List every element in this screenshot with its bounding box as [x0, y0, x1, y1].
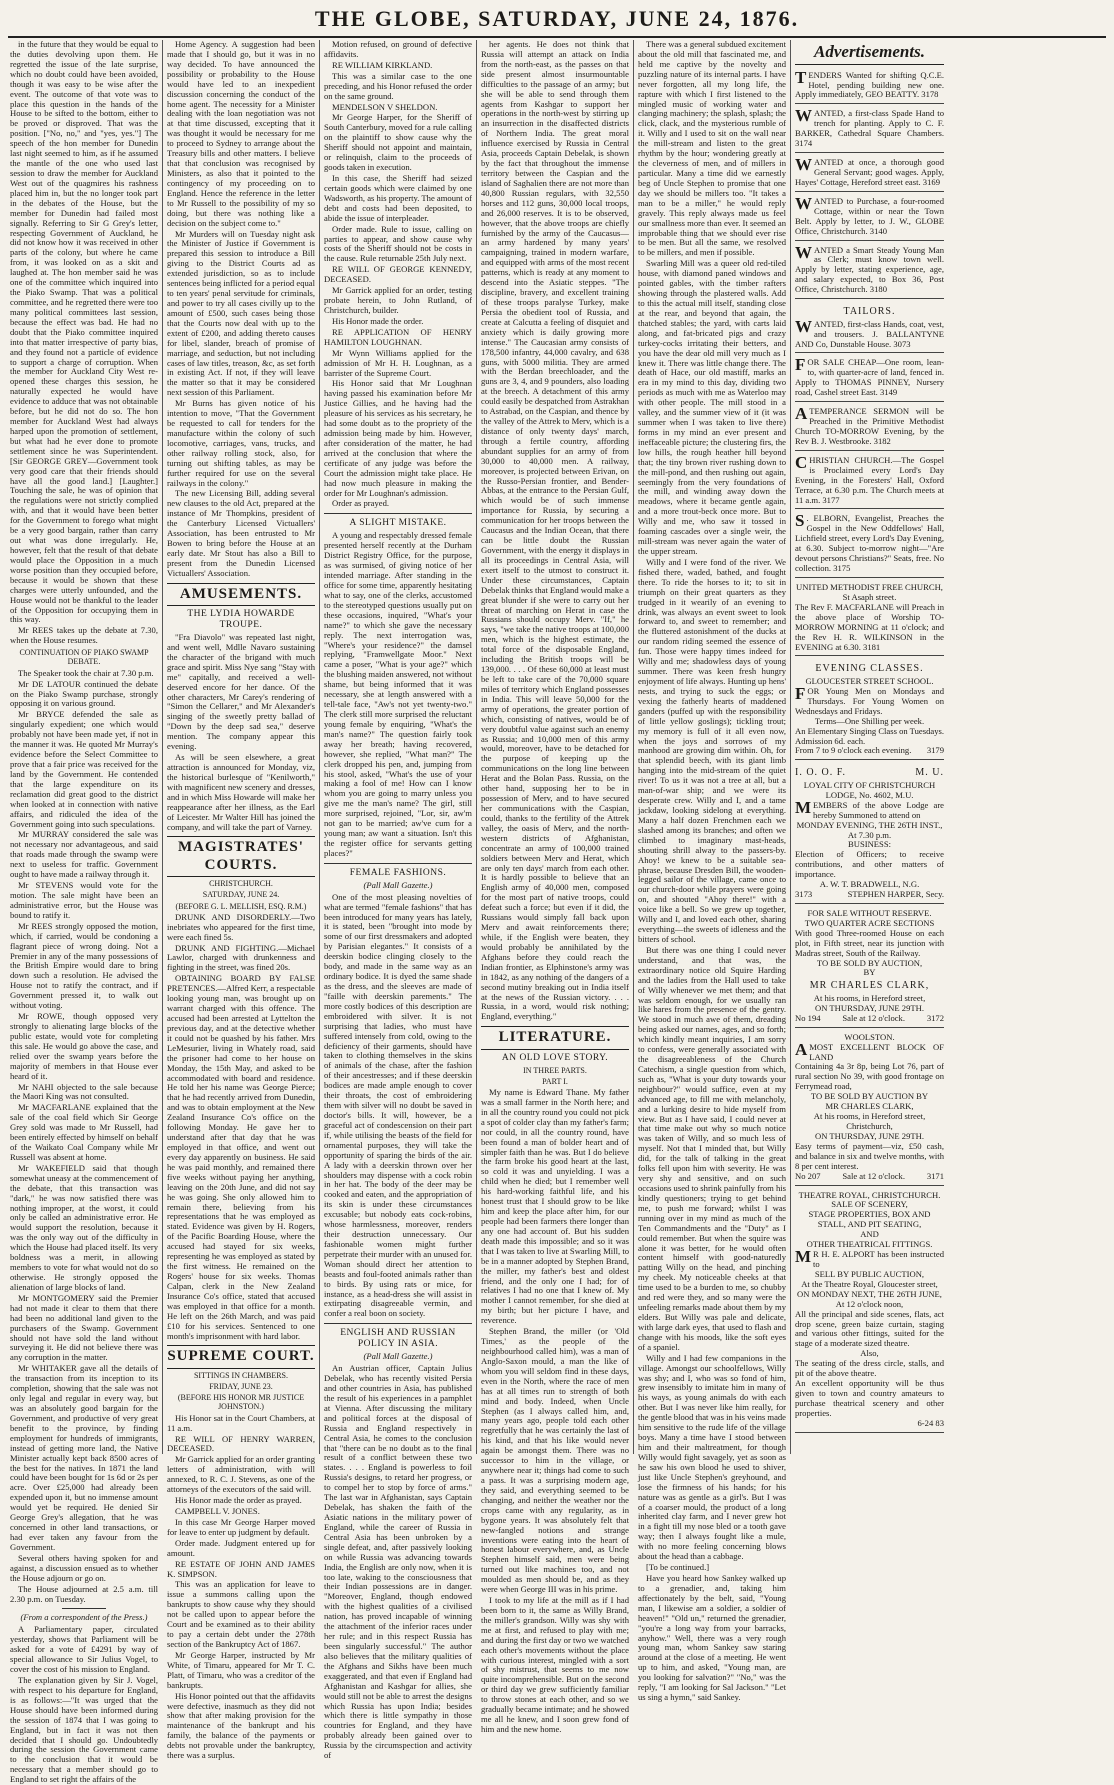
- ad-title: TAILORS.: [843, 306, 896, 318]
- paragraph: Mr WHITAKER gave all the details of the transaction from its inception to its completion, showing that the sale was not only legal and regular in every way, but was an absolutely good bargain for the Government, and productive of very great benefit to the province, by finding employment for hundreds of immigrants, instead of getting more land, the Native Minister actually kept back 8500 acres of the best for the natives. In 1871 the land could have been bought for 1s 6d or 2s per acre. Over £25,000 had already been expended upon it, but no immense amount would yet be required. He denied Sir George Grey's allegation, that he was concerned in other land transactions, or had ever taken any favour from the Government.: [10, 1363, 158, 1552]
- ad-singing: An Elementary Singing Class on Tuesdays. Admission 6d. each.: [795, 725, 944, 746]
- paragraph: Swarling Mill was a queer old red-tiled house, with diamond paned windows and pointed gables, with the timber rafters showing through the plastered walls. Add to this the actual mill itself, standing close at the rear, and beyond that again, the thatched stables; the yard, with carts laid along, and fat-bricated pigs and crazy turkey-cocks irritating their betters, and you have the dear old mill very much as I knew it. There was little change there. The death of Hace, our old mastiff, marks an era in my mind to this day, dividing two periods as much with me as Waterloo may with other people. The mill stood in a valley, and the summer view of it (it was summer when I was taken to live there) forms in my mind an ever present and ineffaceable picture; the clustering firs, the low hills, the rough heather hill beyond that; the tiny brown river rushing down to the mill-pond, and then rushing out again, seemingly from the very foundations of the mill, and winding away down the meadows, where it became gentle again, and a more trout-beck once more. But to Willy and me, who saw it tossed in foaming cascades over a single weir, the mill-stream was never again the water of the upper stream.: [638, 258, 786, 557]
- paragraph: "Fra Diavolo" was repeated last night, and went well, Mdlle Navaro sustaining the character of the brigand with much grace and spirit. Miss Nye sang "Stay with me" capitally, and received a well-deserved encore for her dance. Of the other characters, Mr Carey's rendering of "Simon the Cellarer," and Mr Alexander's singing of the sweetly pretty ballad of "Down by the deep sad sea," deserve mention. The company appear this evening.: [167, 632, 315, 752]
- paragraph: His Honor pointed out that the affidavits were defective, inasmuch as they did not show that after making provision for the maintenance of the bankrupt and his family, the balance of the payments or debts not provable under the bankruptcy, there was a surplus.: [167, 1690, 315, 1761]
- col3b-body: [324, 531, 472, 858]
- ad-line: SALE OF SCENERY,: [831, 1199, 908, 1210]
- ad-text: ANTED, first-class Hands, coat, vest, and trousers. J. BALLANTYNE AND Co, Dunstable House.: [795, 318, 944, 349]
- ad-place: At his rooms, in Hereford street,: [813, 992, 926, 1003]
- drop-letter: F: [795, 683, 806, 703]
- column-5: [634, 39, 791, 1703]
- ad-title: FOR SALE WITHOUT RESERVE.: [807, 907, 932, 918]
- ad-title: UNITED METHODIST FREE CHURCH,: [796, 581, 943, 592]
- paragraph: Mr George Harper, instructed by Mr White, of Timaru, appeared for Mr T. C. Platt, of Timaru, who was a creditor of the bankrupts.: [167, 1649, 315, 1690]
- column-6-advertisements: [791, 40, 948, 1454]
- ad-business: Election of Officers; to receive contributions, and other matters of importance.: [795, 849, 944, 880]
- ad-terms: Easy terms of payment—viz, £50 cash, and balance in six and twelve months, with 8 per cent interest.: [795, 1140, 944, 1171]
- paragraph: Mr BRYCE defended the sale as singularly expedient; one which would probably not have been made yet, if not in the manner it was. He quoted Mr Murray's evidence before the Select Committee to prove that a fair price was received for the land by the Government. He contended that the large expenditure on its reclamation did great good to the district when looked at in connection with native affairs, and ridiculed the idea of the Government going into such speculations.: [10, 709, 158, 829]
- paragraph: There was a general subdued excitement about the old mill that fascinated me, and held me captive by the novelty and puzzling nature of its internal parts. I have never forgotten, all my long life, the rapture with which I first listened to the mingled music of working water and clanging machinery; the splash, splash; the click, clack, and the mysterious rumble of it. Willy and I used to sit on the wall near the mill-stream and listen to the great rhythm by the hour; wondering greatly at the cleverness of men, and of millers in particular. Many a time did we earnestly beg of Uncle Stephen to promise that one day we should be millers too. "It takes a man to be a miller," he would reply gravely. This reply always made us feel our smallness more than ever. It seemed an improbable thing that we should ever rise to be men. But all the same, we resolved to be millers, and men if possible.: [638, 39, 786, 258]
- literature-parts: IN THREE PARTS.: [523, 1065, 587, 1075]
- paragraph: her agents. He does not think that Russia will attempt an attack on India from the north-east, as the passes on that side present almost insurmountable difficulties to the passage of an army; but she will be able to send through them agents from Kashgar to support her operations in the north-west by stirring up an insurrection in the disaffected districts of Northern India. The great moral influence exercised by Russia in Central Asia, proceeds Captain Debelak, is shown by the fact that throughout the immense territory between the Caspian and the island of Saghalien there are not more than 40,800 Russian regulars, with 32,550 horses and 112 guns, 30,000 local troops, and 26,000 reserves. It is to be observed, however, that the above troops are chiefly furnished by the army of the Caucasus—an army hardened by many years' campaigning, trained in modern warfare, and equipped with arms of the most recent patterns, which is ready at any moment to descend into the Asiatic steppes. "The discipline, bravery, and excellent training of these troops paralyse Turkey, make Persia the obedient tool of Russia, and create at Calcutta a feeling of disquiet and anxiety which is daily growing more intense." The Caucasian army consists of 178,500 infantry, 44,000 cavalry, and 638 guns, with 5000 militia. They are armed with the Berdan breechloader, and the guns are 3, 4, and 9 pounders, also loading at the breech. A detachment of this army could easily be despatched from Astrakhan to Astrabad, on the Caspian, and thence by the valley of the Attrek to Merv, which is a distance of only twenty days' march, through a fertile country, affording abundant supplies for an army of from 30,000 to 40,000 men. A railway, moreover, is projected between Erivan, on the Russo-Persian frontier, and Bender-Abbas, at the entrance to the Persian Gulf, which would be of such immense importance for Russia, by securing a communication for her troops between the Caucasus and the Indian Ocean, that there can be little doubt the Russian Government, with the energy it displays in all its proceedings in Central Asia, will exert itself to the utmost to construct it. Under these circumstances, Captain Debelak thinks that England would make a great blunder if she were to carry out her threat of marching on Herat in case the Russians should occupy Merv. "If," he says, "we take the native troops at 100,000 men, which is the highest estimate, the total force of the disposable England, including the British troops will be 139,000. . . . Of these 60,000 at least must be left to take care of the 70,000 square miles of territory which England possesses in India. This will leave 50,000 for the army of operations, the greater portion of which, consisting of natives, would be of very doubtful value against such an enemy as Russia; and 10,000 men of this army would, moreover, have to be detached for the purpose of keeping up the communications on the long line between Herat and the Bolan Pass. Russia, on the other hand, supposing her to be in possession of Merv, and to have secured her communications with the Caspian, could, thanks to the fertility of the Attrek valley, the oasis of Merv, and the north-western districts of Afghanistan, concentrate an army of 100,000 trained soldiers between Merv and Herat, which are only ten days' march from each other. It is hardly possible to believe that an English army of 40,000 men, composed for the most part of native troops, could defeat such a force; but even if it did, the Russians would simply fall back upon Merv and await reinforcements there; while, if the English were beaten, they would probably be annihilated by the Afghans before they could reach the Indian frontier, as Elphinstone's army was in 1842, as any nothing of the dangers of a second mutiny breaking out in India itself at the news of the Russian victory. . . . Russia, in a word, would risk nothing; England, everything.": [481, 39, 629, 1022]
- magistrates-heading: MAGISTRATES' COURTS.: [167, 836, 315, 877]
- ad-desc3: An excellent opportunity will be thus given to town and country amateurs to purchase theatrical scenery and other properties.: [795, 1378, 944, 1418]
- paragraph: His Honor made the order as prayed.: [175, 1495, 302, 1506]
- paragraph: Willy and I were fond of the river. We fished there, waded, bathed, and fought there. To ride the horses to it; to sit in triumph on their great quarters as they trudged in it wearily of an evening to drink, was always an event sweet to look forward to, and sweet to remember; and the fluttered astonishment of the ducks at our random riding seemed the essence of fun. Those were happy times indeed for Willy and me; shadowless days of young summer. There was keen fresh hungry enjoyment of life always. Hunting up hens' nests, and trying to suck the eggs; or vexing the fatherly hearts of maddened ganders (puffed up with the responsibility of little yellow goslings); tickling trout; my memory is full of it all even now, when the joys and sorrows of my manhood are growing dim within. Oh, for that splendid beech, with its giant limb hanging into the mid-stream of the quiet river! To us it was not a tree at all, but a man-of-war ship; and we were its desperate crew. Willy and I, and a tame jackdaw, looking sidelong at everything. Many a half dozen Frenchmen each we slashed among its branches; and often we climbed to imaginary mast-heads, shouting shrill alway to the passers-by. Ahoy! we knew to be a suitable sea-phrase, because Dresden Bill, the wooden-legged sailor of the village, came once to our church-door while prayers were going on, and shouted "Ahoy there!" with a voice like a bell. So we grew up together, Willy and I, and loved each other, sharing everything—the sweets of idleness and the bitters of school.: [638, 556, 786, 944]
- paragraph: Mr DE LATOUR continued the debate on the Piako Swamp purchase, strongly opposing it on various ground.: [10, 678, 158, 709]
- ad-text: ANTED at once, a thorough good General Servant; good wages. Apply, Hayes' Cottage, Hereford street east.: [795, 157, 944, 187]
- divider: [62, 1608, 106, 1609]
- ad-place: At his rooms, in Hereford street, Christchurch,: [813, 1111, 926, 1132]
- literature-part: PART I.: [542, 1076, 568, 1086]
- drop-letter: W: [795, 316, 812, 336]
- magistrates-place: CHRISTCHURCH.: [209, 879, 273, 889]
- magistrates-bench: (BEFORE G. L. MELLISH, ESQ. R.M.): [175, 901, 307, 911]
- paragraph: RE APPLICATION OF HENRY HAMILTON LOUGHNAN.: [324, 326, 472, 347]
- masthead-title: THE GLOBE, SATURDAY, JUNE 24, 1876.: [314, 6, 800, 31]
- ad-ref: 3178: [921, 89, 939, 100]
- paragraph: This was a similar case to the one preceding, and his Honor refused the order on the same ground.: [324, 70, 472, 101]
- paragraph: Mr George Harper, for the Sheriff of South Canterbury, moved for a rule calling on the plaintiff to show cause why the Sheriff should not appoint and maintain, or relinquish, claim to the proceeds of goods taken in execution.: [324, 112, 472, 173]
- paragraph: As will be seen elsewhere, a great attraction is announced for Monday, viz, the historical burlesque of "Kenilworth," with magnificent new scenery and dresses, and in which Miss Howarde will make her reappearance after her illness, as the Earl of Leicester. Mr Walter Hill has joined the company, and will take the part of Varney.: [167, 752, 315, 832]
- ad-ref: 3171: [926, 1170, 944, 1181]
- amusements-subheading: THE LYDIA HOWARDE TROUPE.: [187, 609, 295, 631]
- ad-terms: Terms—One Shilling per week.: [814, 715, 925, 726]
- paragraph: I took to my life at the mill as if I had been born to it, the same as Willy Brand, the miller's grandson. Willy was shy with me at first, and refused to play with me; and during the first day or two we watched each other's movements without the place with curious interest, mingled with a sort of shy mistrust, that seems to me now quite incomprehensible. But on the second or third day we grew sufficiently familiar to throw stones at each other, and so we gradually became intimate; and he showed me all he knew, and I soon grew fond of him and the new home.: [481, 1595, 629, 1735]
- paragraph: DRUNK AND FIGHTING.—Michael Lawlor, charged with drunkenness and fighting in the street, was fined 20s.: [167, 942, 315, 973]
- paragraph: Mr Burns has given notice of his intention to move, "That the Government be requested to call for tenders for the manufacture within the colony of such locomotive, carriages, vans, trucks, and other railway rolling stock, also, for turning out shifting tables, as may be further required for use on the several railways in the colony.": [167, 398, 315, 488]
- advertisements-heading: Advertisements.: [795, 42, 944, 65]
- ad-subtitle: St Asaph street.: [842, 591, 897, 602]
- ad-servant: [795, 156, 944, 192]
- ad-title: THEATRE ROYAL, CHRISTCHURCH.: [798, 1189, 941, 1200]
- ad-ref: 3149: [879, 387, 898, 398]
- masthead-rule: [8, 36, 1106, 38]
- ad-signature-sec: STEPHEN HARPER, Secy.: [847, 889, 944, 900]
- drop-letter: W: [795, 155, 812, 175]
- divider: [324, 1323, 472, 1324]
- literature-heading: LITERATURE.: [481, 1026, 629, 1049]
- ad-ref: 3180: [869, 284, 887, 295]
- paragraph: MENDELSON V SHELDON.: [332, 101, 438, 112]
- ad-text: HRISTIAN CHURCH.—The Gospel is Proclaimed every Lord's Day Evening, in the Foresters' Hall, Oxford Terrace, at 6.30 p.m. The Church meets at 11 a.m.: [795, 454, 944, 505]
- col1c-body: [10, 1625, 158, 1785]
- ad-by: BY: [863, 967, 876, 978]
- paragraph: RE WILLIAM KIRKLAND.: [332, 59, 433, 70]
- paragraph: Mr ROWE, though opposed very strongly to alienating large blocks of the public estate, would vote for completing this sale. He would go above the case, and relied over the swamp years before the majority of members in that House ever heard of it.: [10, 1011, 158, 1081]
- ad-ref: 3140: [869, 225, 887, 236]
- ad-methodist: [795, 581, 944, 656]
- paragraph: Stephen Brand, the miller (or 'Old Times,' as the people of the neighbourhood called him), was a man of Anglo-Saxon mould, a man the like of whom you will seldom find in these days, even in the North, where the race of men has at all times run to strength of both mind and body. Indeed, when Uncle Stephen (as I always called him, and, many years ago, people told each other regretfully that he was certainly the last of his kind, and that his like would never again be amongst them. There was no successor to him in the village, or anywhere near it; things had come to such a pass. It was a surprising modern age, they said, and everything seemed to be changing, and neither the weather nor the crops came with any regularity, as in bygone years. It was absolutely felt that new-fangled notions and strange inventions were eating into the heart of honest labour everywhere, and, as Uncle Stephen himself said, men were being turned out like machines too, and not moulded as men should be, and as they were when George III was in his prime.: [481, 1326, 629, 1595]
- ad-lodge-no: LODGE, No. 4602, M.U.: [825, 789, 914, 800]
- col3d-body: [324, 1364, 472, 1761]
- col5-body: [638, 40, 786, 1703]
- ad-temperance: [795, 405, 944, 451]
- paragraph: in the future that they would be equal to the duties devolving upon them. He regretted the issue of the late surprise, which no doubt could have been avoided, though it was easy to be wise after the event. The outcome of that vote was to place this question in the hands of the House to be sifted to the bottom, either to be proved or disproved. That was the position. ["No, no," and "yes, yes."] The speech of the hon member for Dunedin last night seemed to him, as if he assumed the mantle of the one who used last session to draw the member for Auckland West out of the quagmires his rashness placed him in, but the no longer took part in the debates of the House, but the member for Dunedin had failed most signally. Referring to Sir G Grey's letter, respecting Government of Auckland, he did not know how it was received in other parts of the colony, but where he came from, it was looked on as a skit and laughed at. The hon member said he was one of the committee which inquired into the Piako Swamp. That was a political committee, and he regretted there were too many political committees last session, because the effect was bad. He had no doubt that the Piako committee inquired into that matter irrespective of party bias, and they found not a particle of evidence to support a charge of corruption. When the member for Auckland City West re-opened these charges this session, he naturally expected he would have evidence to adduce that was not obtainable before, but he did not do so. The hon member for Auckland West had always harped upon the promotion of settlement, but what had he ever done to promote settlement since he was Superintendent. [Sir GEORGE GREY—Government took very good care that their friends should have all the good land.] [Laughter.] Touching the sale, he was of opinion that the regulations were not strictly complied with, and that it would have been better for the Government to forego what might be a very good bargain, rather than carry out what was done irregularly. He, however, felt that the result of that debate would place the Opposition in a much worse position than they occupied before, because it would be shown that these charges were utterly unfounded, and the House would not be thankful to the leader of the Opposition for occupying them in this way.: [10, 39, 158, 625]
- drop-letter: C: [795, 452, 808, 472]
- paragraph: Mr Wynn Williams applied for the admission of Mr H. H. Loughnan, as a barrister of the Supreme Court.: [324, 347, 472, 378]
- ad-title-right: M. U.: [915, 767, 944, 779]
- ad-text: EMBERS of the above Lodge are hereby Summoned to attend on: [813, 799, 944, 820]
- columns: [6, 39, 1108, 1785]
- column-3: [320, 39, 477, 1761]
- paragraph: An Austrian officer, Captain Julius Debelak, who has recently visited Persia and other countries in Asia, has published the result of his experiences in a pamphlet at Vienna. After discussing the military and political forces at the disposal of Russia and England respectively in Central Asia, he comes to the conclusion that "there can be no doubt as to the final result of a conflict between these two states. . . . England is powerless to foil Russia's designs, to retard her progress, or to compel her to stop by force of arms." The last war in Afghanistan, says Captain Debelak, has shaken the faith of the Asiatic nations in the military power of England, while the career of Russia in Central Asia has been unbroken by a single defeat, and, after passively looking on while Russia was advancing towards India, the English are only now, when it is too late, waking to the consciousness that their Indian possessions are in danger. "Moreover, England, though endowed with the highest qualities of a civilised nation, has proved incapable of winning the attachment of the inferior races under her rule; and in this respect Russia has been singularly successful." The author also believes that the military qualities of the Afghans and Sikhs have been much exaggerated, and that even if England had Afghanistan and Kashgar for allies, she would still not be able to arrest the designs which Russia has upon India; besides which there is little sympathy in those countries for England, and they have probably already been gained over to Russia by the circumspection and activity of: [324, 1363, 472, 1761]
- paragraph: Mr REES strongly opposed the motion, which, if carried, would be condoning a flagrant piece of wrong doing. Not a Premier in any of the many possessions of the British Empire would dare to bring down such a resolution. He advised the House not to ratify the contract, and if Government pressed it, to walk out without voting.: [10, 920, 158, 1011]
- ad-hours: From 7 to 9 o'clock each evening.: [795, 745, 912, 756]
- paragraph: Order made. Rule to issue, calling on parties to appear, and show cause why costs of the Sheriff should not be costs in the cause. Rule returnable 25th July next.: [324, 223, 472, 264]
- ad-desc: Containing 4a 3r 8p, being Lot 76, part of rural section No 39, with good frontage on Ferrymead road,: [795, 1061, 944, 1092]
- ad-christian-church: [795, 454, 944, 510]
- paragraph: Mr NAHI objected to the sale because the Maori King was not consulted.: [10, 1081, 158, 1102]
- ad-cottage: [795, 195, 944, 241]
- paragraph: Motion refused, on ground of defective affidavits.: [324, 39, 472, 59]
- drop-letter: W: [795, 193, 812, 213]
- ad-auctioneer: MR CHARLES CLARK,: [825, 1101, 914, 1112]
- fashions-source: (Pall Mall Gazette.): [363, 879, 433, 890]
- col4-body: [481, 40, 629, 1022]
- ad-sold: TO BE SOLD BY AUCTION BY: [810, 1091, 929, 1102]
- paragraph: The Speaker took the chair at 7.30 p.m.: [18, 667, 154, 678]
- ad-text: MOST EXCELLENT BLOCK OF LAND: [809, 1041, 944, 1062]
- ad-title: WOOLSTON.: [844, 1031, 895, 1042]
- ad-ref: 3179: [926, 745, 944, 756]
- paragraph: Home Agency. A suggestion had been made that I should go, but it was in no way decided. To have announced the possibility or probability to the House would have led to an inexpedient discussion concerning the conduct of the home agent. The necessity for a Minister dealing with the loan negotiation was not at that time discussed, excepting that it was thought it would be necessary for me to proceed to Sydney to arrange about the Treasury bills and other matters. I believe that that conclusion was recognised by Ministers, as also that it pointed to the contingency of my proceeding on to England. Hence the reference in the letter to Mr Russell to the possibility of my so doing, but there was nothing like a decision on the subject come to.": [167, 39, 315, 228]
- literature-story: AN OLD LOVE STORY.: [501, 1052, 609, 1063]
- paragraph: Mr STEVENS would vote for the motion. The sale might have been an administrative error, but the House was bound to ratify it.: [10, 880, 158, 920]
- ad-desc2: The seating of the dress circle, stalls, and pit of the above theatre.: [795, 1358, 944, 1379]
- ad-when: ON MONDAY NEXT, THE 26TH JUNE,: [797, 1288, 942, 1299]
- ad-sell: SELL BY PUBLIC AUCTION,: [814, 1268, 925, 1279]
- column-4: [477, 39, 634, 1735]
- ad-text: ANTED, a first-class Spade Hand to trench for planting. Apply to C. F. BARKER, Cathedral Square Chambers.: [795, 108, 944, 139]
- ad-no: No 194: [795, 1012, 821, 1023]
- col2-body: [167, 40, 315, 579]
- paragraph: Have you heard how Sankey walked up to a grenadier, and, taking him affectionately by the belt, said, "Young man, I likewise am a soldier, a soldier of heaven!" "Old un," returned the grenadier, "you're a long way from your barracks, anyhow." Well, there was a very rough young man, whom Sankey saw staring around at the close of a meeting. He went up to him, and asked, "Young man, are you looking for salvation?" "No," was the reply, "I am looking for Sal Jackson." "Let us sing a hymn," said Sankey.: [638, 1572, 786, 1703]
- drop-letter: M: [795, 797, 812, 817]
- col2d-body: [167, 1414, 315, 1761]
- ad-ref: 3172: [926, 1012, 944, 1023]
- column-2: [163, 39, 320, 1761]
- ad-subtitle: TWO QUARTER ACRE SECTIONS: [804, 917, 935, 928]
- paragraph: OBTAINING BOARD BY FALSE PRETENCES.—Alfred Kerr, a respectable looking young man, was brought up on warrant charged with this offence. The accused had been arrested at Lyttelton the previous day, and at the detective whether it could not be quashed by his father. Mrs LeMesurier, living in Whately road, said the prisoner had come to her house on Monday, the 15th May, and asked to be accommodated with board and residence. He told her his name was George Pierce; that he had recently arrived from Dunedin, and was to obtain employment at the New Zealand Insurance Co's office on the following Monday. He gave her to understand after that day that he was employed in that office, and went out every day apparently on business. He said he was paid monthly, and remained there five weeks without paying her anything, leaving on the 20th June, and did not say he was going. She only allowed him to remain there, believing from his representations that he was employed as stated. Evidence was given by H. Rogers, of the Pacific Boarding House, where the accused had stayed for six weeks, representing he was employed as stated by the first witness. He remained on the Rogers' house for six weeks. Thomas Calpan, clerk in the New Zealand Insurance Co's office, stated that accused was employed in that office for a month. He left on the 26th March, and was paid £10 for his services. Sentenced to one month's imprisonment with hard labor.: [167, 973, 315, 1341]
- fashions-heading: FEMALE FASHIONS.: [349, 867, 447, 878]
- ad-place: At the Theatre Royal, Gloucester street,: [801, 1278, 938, 1289]
- paragraph: Mr Garrick applied for an order, testing probate herein, to John Rutland, of Christchurch, builder.: [324, 285, 472, 315]
- ad-title: I. O. O. F.: [795, 767, 847, 779]
- col3c-body: [324, 893, 472, 1320]
- paragraph: RE WILL OF HENRY WARREN, DECEASED.: [167, 1433, 315, 1454]
- ad-elborn: [795, 512, 944, 578]
- ad-ref: 3073: [893, 338, 911, 349]
- column-1: [6, 39, 163, 1785]
- ad-sold: TO BE SOLD BY AUCTION,: [816, 957, 923, 968]
- col4b-body: [481, 1088, 629, 1735]
- drop-letter: A: [795, 404, 808, 424]
- paragraph: CAMPBELL V. JONES.: [175, 1505, 260, 1516]
- ad-when: MONDAY EVENING, THE 26TH INST., At 7.30 p.m.: [796, 819, 943, 840]
- ad-signature: A. W. T. BRADWELL, N.G.: [819, 879, 920, 890]
- paragraph: [To be continued.]: [646, 1562, 710, 1573]
- ad-woolston: [795, 1031, 944, 1186]
- ad-evening-classes: [795, 659, 944, 760]
- paragraph: Mr MONTGOMERY said the Premier had not made it clear to them that there had been no additional land given to the purchasers of the Swamp. Government should not have sold the land without surveying it. He did not believe there was any corruption in the matter.: [10, 1292, 158, 1363]
- paragraph: This was an application for leave to issue a summons calling upon the bankrupts to show cause why they should not be called upon to appear before the Court and be examined as to their ability to pay a certain debt under the 278th section of the Bankruptcy Act of 1867.: [167, 1579, 315, 1649]
- ad-tailors: [795, 302, 944, 353]
- supreme-heading: SUPREME COURT.: [167, 1345, 315, 1368]
- ad-text: The Rev F. MACFARLANE will Preach in the above place of Worship TO-MORROW MORNING at 11 o'clock; and the Rev H. R. WILKINSON in the EVENING at 6.30.: [795, 601, 944, 652]
- ad-text: ENDERS Wanted for shifting Q.C.E. Hotel, pending building new one. Apply immediately, GEO BEATTY.: [795, 69, 944, 100]
- ad-when: ON THURSDAY, JUNE 29TH.: [815, 1130, 924, 1141]
- paragraph: In this case Mr George Harper moved for leave to enter up judgment by default.: [167, 1516, 315, 1537]
- col1-subhead: CONTINUATION OF PIAKO SWAMP DEBATE.: [19, 648, 149, 667]
- drop-letter: W: [795, 242, 812, 262]
- ad-ref: 3175: [833, 563, 851, 574]
- ad-desc: All the principal and side scenes, flats, act drop scene, green baize curtain, staging and various other fittings, suited for the stage of a moderate sized theatre.: [795, 1308, 944, 1349]
- ad-ref: 6-24 83: [917, 1417, 944, 1428]
- ad-school: GLOUCESTER STREET SCHOOL.: [805, 675, 934, 686]
- paragraph: Order as prayed.: [332, 498, 390, 509]
- paragraph: His Honor sat in the Court Chambers, at 11 a.m.: [167, 1412, 315, 1433]
- paragraph: His Honor made the order.: [332, 315, 424, 326]
- paragraph: Mr Garrick applied for an order granting letters of administration, with will annexed, to R. C. J. Stevens, as one of the attorneys of the executors of the said will.: [167, 1454, 315, 1495]
- ad-text: ANTED to Purchase, a four-roomed Cottage, within or near the Town Belt. Apply by letter, to J. W., GLOBE Office, Christchurch.: [795, 195, 944, 236]
- ad-tenders: [795, 69, 944, 105]
- paragraph: The explanation given by Sir J. Vogel, with respect to his departure for England, is as follows:—"It was urged that the House should have been informed during the session of 1874 that I was going to England, but in fact it was not then decided that I should go. Undoubtedly during the session the Government came to the conclusion that it would be necessary that a member should go to England to set right the affairs of the: [10, 1674, 158, 1785]
- ad-theatre-royal: [795, 1189, 944, 1433]
- ad-time: At 12 o'clock noon,: [835, 1298, 904, 1309]
- ad-title: EVENING CLASSES.: [815, 663, 924, 675]
- paragraph: Willy and I had few companions in the village. Amongst our schoolfellows, Willy was shy; and I, who was so fond of him, grew insensibly to imitate him in many of his ways, as young animals do with each other. But I was never like him really, for the gentle blood that was in his veins made him sensitive to the rude life of the village boys. Many a time have I stood between him and their maltreatment, for though Willy would fight savagely, yet as soon as he saw his own blood he used to shiver, just like Uncle Stephen's greyhound, and lose the firmness of his hands; for his nature was as gentle as a girl's. But I was of a coarser mould, the product of a long inherited clay farm, and I never grew hot in a fight till my nose bled or a tooth gave way; then I always fought like a mule, with no more feeling concerning blows about the head than a cabbage.: [638, 1352, 786, 1562]
- drop-letter: M: [795, 1247, 812, 1267]
- paragraph: His Honor said that Mr Loughnan having passed his examination before Mr Justice Gillies, and he having had the pleasure of his services as his secretary, he had some doubt as to the propriety of the admission being made by him. However, after consideration of the matter, he had arrived at the conclusion that where the certificate of any judge was before the Court the admission might take place. He had now much pleasure in making the order for Mr Loughnan's admission.: [324, 378, 472, 498]
- paragraph: Mr MACFARLANE explained that the sale of the coal field which Sir George Grey sold was made to Mr Russell, had been entirely effected by himself on behalf of the Waikato Coal Company while Mr Russell was absent at home.: [10, 1102, 158, 1162]
- ad-text: . ELBORN, Evangelist, Preaches the Gospel in the New Oddfellows' Hall, Lichfield street, every Lord's Day Evening, at 6.30. Subject to-morrow night—"Are devout persons Christians?" Seats, free. No collection.: [795, 513, 944, 574]
- ad-time: Sale at 12 o'clock.: [842, 1170, 905, 1181]
- ad-line: OTHER THEATRICAL FITTINGS.: [806, 1239, 933, 1250]
- ad-ref: 3174: [795, 138, 813, 149]
- drop-letter: W: [795, 106, 812, 126]
- paragraph: A Parliamentary paper, circulated yesterday, shows that Parliament will be asked for a vote of £4291 by way of special allowance to Sir Julius Vogel, to cover the cost of his mission to England.: [10, 1624, 158, 1675]
- mistake-heading: A SLIGHT MISTAKE.: [349, 518, 447, 529]
- divider: [324, 863, 472, 864]
- ad-ref: 3181: [863, 641, 881, 652]
- supreme-date: FRIDAY, JUNE 23.: [209, 1381, 273, 1391]
- drop-letter: T: [795, 67, 807, 87]
- ad-time: Sale at 12 o'clock.: [842, 1012, 905, 1023]
- col2b-body: [167, 633, 315, 832]
- ad-lodge: LOYAL CITY OF CHRISTCHURCH: [803, 779, 936, 790]
- masthead: [8, 4, 1106, 38]
- paragraph: Order made. Judgment entered up for amount.: [167, 1537, 315, 1558]
- ad-text: OR SALE CHEAP—One room, lean-to, with quarter-acre of land, fenced in. Apply to THOMAS PINNEY, Nursery road, Cashel street East.: [795, 357, 944, 398]
- ad-line: AND: [860, 1229, 879, 1240]
- paragraph: RE WILL OF GEORGE KENNEDY, DECEASED.: [324, 264, 472, 285]
- col3-body: [324, 40, 472, 509]
- paragraph: DRUNK AND DISORDERLY.—Two inebriates who appeared for the first time, were each fined 5s.: [167, 911, 315, 942]
- ad-ref: 3182: [873, 435, 891, 446]
- supreme-bench: (BEFORE HIS HONOR MR JUSTICE JOHNSTON.): [177, 1393, 305, 1412]
- divider: [324, 513, 472, 514]
- ad-also: Also,: [860, 1348, 879, 1359]
- amusements-heading: AMUSEMENTS.: [167, 583, 315, 606]
- ad-auction-sections: [795, 907, 944, 1028]
- paragraph: Mr Murders will on Tuesday night ask the Minister of Justice if Government is prepared this session to introduce a Bill giving to the District Courts ad as extended jurisdiction, so as to include sentences being inflicted for a period equal to ten years' penal servitude for criminals, and power to try all cases civilly up to the amount of £500, such cases being those that the Courts now deal with up to the extent of £200, and adding thereto causes for libel, slander, breach of promise of marriage, and seduction, but not including cases of law titles, treason, &c, as set forth in existing Act. If not, if they will leave the matter so that it may be considered next session of this Parliament.: [167, 228, 315, 398]
- col1-body: [10, 40, 158, 646]
- supreme-sub: SITTINGS IN CHAMBERS.: [193, 1370, 288, 1380]
- ad-no: No 207: [795, 1170, 821, 1181]
- ad-text: TEMPERANCE SERMON will be Preached in the Primitive Methodist Church TO-MORROW Evening, by the Rev B. J. Westbrooke.: [795, 406, 944, 446]
- paragraph: But there was one thing I could never understand, and that was, the extraordinary notice old Squire Harding and the ladies from the Hall used to take of Willy whenever we met them; and that was seldom enough, for we usually ran like hares from the presence of the gentry. We stood in much awe of them, dreading being asked our names, ages, and so forth; which kindly meant inquiries, I am sorry to confess, were generally associated with the disagreeableness of the Church Catechism, a single question from which, such as, "What is your duty towards your neighbour?" would suffice, even at my advanced age, to fill me with melancholy, and a lurking desire to hide myself from view. But as I have said, I could never at that time make out why so much notice was taken of Willy, and so much less of myself. Not that I minded that, but Willy did, for the talk of talking in the great folks fell upon him with severity. He was very shy and sensitive, and on such occasions used to shrink painfully from his kindly questioners; trying to get behind me, to push me forward; whilst I was running over in my mind as much of the Ten Commandments and the "Duty" as I could remember. But when the squire was alone it was better, for he would often content himself with good-naturedly patting Willy on the head, and pinching my cheek. My noticeable cheeks at that time used to be a burden to me, so chubby and red were they, and so many were the unfeeling remarks made about them by my elders. But Willy was pale and delicate, with large dark eyes, that used to flash and change with his moods, like the soft eyes of a spaniel.: [638, 944, 786, 1352]
- ad-ref: 3169: [922, 176, 940, 187]
- ad-spade-hand: [795, 107, 944, 153]
- ad-line: STAGE PROPERTIES, BOX AND STALL, AND PIT SEATING,: [808, 1209, 931, 1230]
- ad-text: With good Three-roomed House on each plot, in Fifth street, near its junction with Madras street, South of the Railway.: [795, 927, 944, 958]
- paragraph: One of the most pleasing novelties of what are termed "female fashions" that has been introduced for many years has lately, it is stated, been "brought into mode by some of our first dressmakers and adopted by Parisian elegantes." It consists of a deerskin bodice clinging closely to the body, and made in the same way as an ordinary bodice. It is dyed the same shade as the dress, and the sleeves are made of "faille with deerskin parements." The more costly bodices of this description are embroidered with silver. It is not surprising that ladies, who must have suffered intensely from cold, owing to the deficiency of their garments, should have taken to clothing themselves in the skins of animals of the chase, after the fashion of their ancestresses; and if these deerskin bodices are made ample enough to cover their throats, the cost of embroidering them with silver will no doubt be saved in doctor's bills. It will, however, be a graceful act of condescension on their part if, while utilising the beasts of the field for ornamental purposes, they will take the opportunity of sparing the birds of the air. A lady with a deerskin thrown over her shoulders may dispense with a cock robin in her hat. The body of the deer may be cooked and eaten, and the appropriation of its skin is under these circumstances excusable; but nobody eats cock-robins, whose harmlessness, moreover, renders their destruction unnecessary. Our fashionable women might further perpetrate their murder with an unused for. Woman should direct her attention to beasts and foul-footed animals rather than to birds. By using rats or mice, for instance, as a head-dress she will assist in extirpating disagreeable vermin, and confer a real boon on society.: [324, 891, 472, 1319]
- paragraph: The new Licensing Bill, adding several new clauses to the old Act, prepared at the instance of Mr Thompkins, president of the Canterbury Licensed Victuallers' Association, has been entrusted to Mr Bowen to bring before the House at an early date. Mr Stout has also a Bill to present from the Dunedin Licensed Victuallers' Association.: [167, 488, 315, 578]
- paragraph: Several others having spoken for and against, a discussion ensued as to whether the House adjourn or go on.: [10, 1552, 158, 1583]
- paragraph: RE ESTATE OF JOHN AND JAMES K. SIMPSON.: [167, 1558, 315, 1579]
- ad-text: ANTED a Smart Steady Young Man as Clerk; must know town well. Apply by letter, stating experience, age, and salary expected, to Box 36, Post Office, Christchurch.: [795, 244, 944, 295]
- paragraph: A young and respectably dressed female presented herself recently at the Durham District Registry Office, for the purpose, as was surmised, of giving notice of her intended marriage. After standing in the office for some time, apparently hesitating what to say, one of the clerks, accustomed to the stereotyped questions usually put on these occasions, inquired, "What's your name?" to which she gave the necessary reply. The next interrogation was, "Where's your residence?" the damsel replying, "Framwellgate Moor." Next came a poser, "What is your age?" which the blushing maiden answered, not without shame, but being informed that it was necessary, she at length answered with a tell-tale face, "Aw's not yet twenty-two." The clerk still more surprised the reluctant young female by enquiring, "What's the man's name?" The question fairly took away her breath; having recovered, however, she replied, "What man?" The clerk dropped his pen, and, jumping from his stool, asked, "What's the use of your making a fool of me! How can I know whom you are going to marry unless you give me the man's name? The girl, still more surprised, rejoined, "Lor, sir, aw'm not gan to be married; aw've cum for a young man; aw want a situation. Isn't this the register office for servants getting places?": [324, 530, 472, 858]
- ad-text: R H. E. ALPORT has been instructed to: [813, 1249, 944, 1269]
- policy-heading: ENGLISH AND RUSSIAN POLICY IN ASIA.: [340, 1328, 456, 1350]
- paragraph: Mr WAKEFIELD said that though somewhat uneasy at the commencement of the debate, that this transaction was "dark," he was now satisfied there was nothing improper, at the worst, it could only be called an administrative error. He would support the resolution, because it was the only way out of the difficulty in which the House had placed itself. Its very boldness was a merit, in allowing members to vote for what would not do so otherwise. He strongly opposed the alienation of large blocks of land.: [10, 1162, 158, 1292]
- drop-letter: S: [795, 511, 805, 531]
- col1b-body: [10, 669, 158, 1605]
- ad-ref: 3173: [795, 889, 813, 900]
- paragraph: My name is Edward Thane. My father was a small farmer in the North here; and in all the country round you could not pick a spot of colder clay than my father's farm; nor could, in all the country round, have been found a man of bolder heart and of simpler faith than he was. But I do believe the farm broke his good heart at the last, so cold it was and unyielding. I was a child when he died; but I remember well his hard-working faithful life, and his honest trust that I should grow to be like him and keep the place after him, for our people had been farmers there longer than any one had account of. But his sudden death made this impossible; and so it was that I was taken to live at Swarling Mill, to be in a manner adopted by Stephen Brand, the miller, my father's best and oldest friend, and the only one I had; for of relatives I had no one that I knew of. My mother I cannot remember, for she died at my birth; but her picture I have, and reverence.: [481, 1087, 629, 1326]
- policy-source: (Pall Mall Gazette.): [363, 1351, 433, 1362]
- ad-text: OR Young Men on Mondays and Thursdays. For Young Women on Wednesdays and Fridays.: [795, 685, 944, 716]
- drop-letter: F: [795, 355, 806, 375]
- ad-clerk: [795, 244, 944, 300]
- paragraph: The House adjourned at 2.5 a.m. till 2.30 p.m. on Tuesday.: [10, 1583, 158, 1604]
- paragraph: In this case, the Sheriff had seized certain goods which were claimed by one Wadsworth, as his property. The amount of debt and costs had been deposited, to abide the issue of interpleader.: [324, 172, 472, 223]
- magistrates-date: SATURDAY, JUNE 24.: [202, 890, 280, 900]
- ad-when: ON THURSDAY, JUNE 29TH.: [815, 1002, 924, 1013]
- col2c-body: [167, 913, 315, 1342]
- drop-letter: A: [795, 1039, 808, 1059]
- ad-auctioneer: MR CHARLES CLARK,: [809, 980, 930, 992]
- col1-source: (From a correspondent of the Press.): [20, 1612, 148, 1623]
- ad-sale-cheap: [795, 356, 944, 402]
- paragraph: Mr REES takes up the debate at 7.30, when the House resumes.: [10, 625, 158, 646]
- paragraph: Mr MURRAY considered the sale was not necessary nor advantageous, and said that roads made through the swamp were next to useless for traffic. Government ought to have made a railway through it.: [10, 829, 158, 880]
- ad-ref: 3177: [822, 494, 840, 505]
- ad-ioof: [795, 763, 944, 904]
- ad-business-heading: BUSINESS:: [848, 839, 891, 850]
